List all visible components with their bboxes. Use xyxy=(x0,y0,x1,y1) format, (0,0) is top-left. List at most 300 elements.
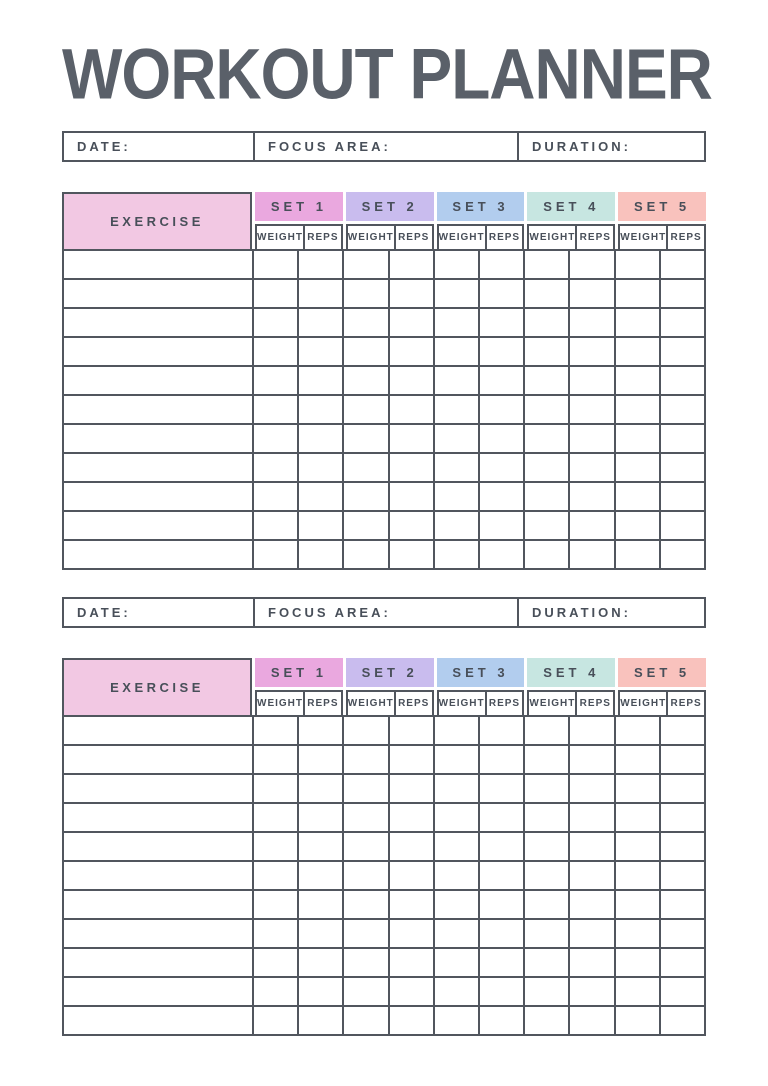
set-2-subheader xyxy=(346,690,434,715)
exercise-grid-body xyxy=(63,250,705,569)
weight-cell xyxy=(343,511,388,540)
weight-cell xyxy=(524,395,569,424)
reps-cell xyxy=(389,919,434,948)
exercise-row xyxy=(63,745,705,774)
reps-cell xyxy=(479,861,524,890)
reps-cell xyxy=(660,774,705,803)
reps-header: REPS xyxy=(307,232,339,243)
exercise-row xyxy=(63,919,705,948)
weight-cell xyxy=(434,337,479,366)
weight-cell xyxy=(253,250,298,279)
reps-header: REPS xyxy=(579,698,611,709)
reps-cell xyxy=(479,948,524,977)
weight-reps-header-row xyxy=(255,224,706,249)
reps-cell xyxy=(389,366,434,395)
reps-cell xyxy=(569,919,614,948)
reps-cell xyxy=(569,861,614,890)
weight-cell xyxy=(434,366,479,395)
weight-cell xyxy=(253,948,298,977)
exercise-row xyxy=(63,1006,705,1035)
weight-cell xyxy=(253,716,298,745)
weight-cell xyxy=(253,395,298,424)
page-title: WORKOUT PLANNER xyxy=(62,33,712,115)
weight-cell xyxy=(524,890,569,919)
reps-cell xyxy=(298,366,343,395)
weight-header: WEIGHT xyxy=(529,692,577,715)
weight-cell xyxy=(253,366,298,395)
exercise-row xyxy=(63,716,705,745)
reps-cell xyxy=(569,948,614,977)
weight-cell xyxy=(253,1006,298,1035)
exercise-name-cell xyxy=(63,1006,253,1035)
weight-cell xyxy=(434,948,479,977)
weight-cell xyxy=(253,919,298,948)
reps-cell xyxy=(569,540,614,569)
weight-cell xyxy=(615,453,660,482)
reps-cell xyxy=(569,832,614,861)
reps-cell xyxy=(298,424,343,453)
set-2-header: SET 2 xyxy=(346,192,434,221)
reps-cell xyxy=(569,803,614,832)
weight-cell xyxy=(253,540,298,569)
reps-cell xyxy=(569,890,614,919)
set-1-subheader xyxy=(255,224,343,249)
weight-cell xyxy=(343,540,388,569)
reps-cell xyxy=(389,540,434,569)
reps-cell xyxy=(389,511,434,540)
weight-cell xyxy=(434,511,479,540)
reps-cell xyxy=(389,977,434,1006)
set-header-row xyxy=(255,658,706,687)
reps-cell xyxy=(569,279,614,308)
weight-cell xyxy=(343,279,388,308)
reps-cell xyxy=(569,716,614,745)
exercise-row xyxy=(63,774,705,803)
reps-cell xyxy=(298,279,343,308)
focus-area-field xyxy=(255,599,519,626)
weight-cell xyxy=(253,453,298,482)
weight-cell xyxy=(524,948,569,977)
set-1-header: SET 1 xyxy=(255,192,343,221)
weight-cell xyxy=(253,861,298,890)
weight-cell xyxy=(615,977,660,1006)
weight-cell xyxy=(615,803,660,832)
exercise-name-cell xyxy=(63,745,253,774)
set-4-header: SET 4 xyxy=(527,658,615,687)
reps-header: REPS xyxy=(488,698,521,709)
exercise-row xyxy=(63,279,705,308)
weight-header: WEIGHT xyxy=(257,226,305,249)
reps-cell xyxy=(660,1006,705,1035)
exercise-name-cell xyxy=(63,308,253,337)
table-header xyxy=(62,192,706,249)
reps-cell xyxy=(569,395,614,424)
weight-cell xyxy=(615,482,660,511)
reps-cell xyxy=(298,482,343,511)
reps-cell xyxy=(660,308,705,337)
weight-cell xyxy=(253,511,298,540)
weight-cell xyxy=(615,1006,660,1035)
reps-cell xyxy=(479,540,524,569)
reps-cell xyxy=(569,250,614,279)
weight-cell xyxy=(615,250,660,279)
reps-cell xyxy=(389,832,434,861)
reps-cell xyxy=(569,977,614,1006)
exercise-name-cell xyxy=(63,250,253,279)
exercise-row xyxy=(63,366,705,395)
weight-cell xyxy=(524,540,569,569)
exercise-name-cell xyxy=(63,716,253,745)
table-header xyxy=(62,658,706,715)
weight-cell xyxy=(524,482,569,511)
exercise-grid-body xyxy=(63,716,705,1035)
reps-cell xyxy=(479,977,524,1006)
weight-cell xyxy=(434,803,479,832)
reps-cell xyxy=(479,366,524,395)
weight-cell xyxy=(343,424,388,453)
weight-cell xyxy=(343,977,388,1006)
weight-cell xyxy=(524,279,569,308)
weight-cell xyxy=(343,861,388,890)
reps-cell xyxy=(569,453,614,482)
reps-cell xyxy=(569,366,614,395)
reps-cell xyxy=(298,919,343,948)
weight-cell xyxy=(434,977,479,1006)
reps-cell xyxy=(660,395,705,424)
reps-cell xyxy=(389,482,434,511)
weight-cell xyxy=(434,919,479,948)
workout-section-1 xyxy=(62,131,706,570)
exercise-row xyxy=(63,832,705,861)
weight-header: WEIGHT xyxy=(620,692,668,715)
exercise-name-cell xyxy=(63,861,253,890)
weight-cell xyxy=(524,424,569,453)
reps-cell xyxy=(298,395,343,424)
weight-cell xyxy=(253,774,298,803)
duration-field xyxy=(519,133,704,160)
reps-cell xyxy=(479,716,524,745)
reps-cell xyxy=(479,919,524,948)
reps-cell xyxy=(298,803,343,832)
exercise-table xyxy=(62,192,706,570)
reps-cell xyxy=(660,861,705,890)
weight-cell xyxy=(524,977,569,1006)
weight-cell xyxy=(524,832,569,861)
exercise-row xyxy=(63,890,705,919)
weight-cell xyxy=(524,803,569,832)
reps-cell xyxy=(389,424,434,453)
exercise-name-cell xyxy=(63,482,253,511)
weight-header: WEIGHT xyxy=(529,226,577,249)
weight-cell xyxy=(253,745,298,774)
reps-cell xyxy=(389,774,434,803)
weight-cell xyxy=(524,453,569,482)
weight-cell xyxy=(343,308,388,337)
focus-area-label: FOCUS AREA: xyxy=(268,139,391,154)
weight-cell xyxy=(343,832,388,861)
weight-cell xyxy=(343,482,388,511)
exercise-row xyxy=(63,453,705,482)
set-5-header: SET 5 xyxy=(618,192,706,221)
exercise-name-cell xyxy=(63,803,253,832)
date-field xyxy=(64,599,255,626)
weight-cell xyxy=(434,279,479,308)
reps-header: REPS xyxy=(670,232,702,243)
reps-cell xyxy=(389,745,434,774)
reps-cell xyxy=(569,337,614,366)
reps-cell xyxy=(298,861,343,890)
exercise-name-cell xyxy=(63,511,253,540)
reps-cell xyxy=(479,774,524,803)
exercise-table xyxy=(62,658,706,1036)
reps-cell xyxy=(479,803,524,832)
weight-cell xyxy=(434,1006,479,1035)
exercise-row xyxy=(63,395,705,424)
duration-label: DURATION: xyxy=(532,139,631,154)
exercise-row xyxy=(63,948,705,977)
reps-cell xyxy=(298,511,343,540)
weight-cell xyxy=(343,716,388,745)
weight-cell xyxy=(615,774,660,803)
reps-cell xyxy=(389,395,434,424)
weight-cell xyxy=(524,250,569,279)
set-3-subheader xyxy=(437,690,525,715)
set-2-header: SET 2 xyxy=(346,658,434,687)
weight-cell xyxy=(615,424,660,453)
reps-cell xyxy=(569,424,614,453)
reps-cell xyxy=(660,919,705,948)
exercise-row xyxy=(63,250,705,279)
weight-cell xyxy=(253,832,298,861)
weight-header: WEIGHT xyxy=(257,692,305,715)
weight-cell xyxy=(524,511,569,540)
reps-cell xyxy=(389,337,434,366)
reps-cell xyxy=(660,424,705,453)
reps-header: REPS xyxy=(398,232,430,243)
weight-cell xyxy=(434,308,479,337)
set-header-row xyxy=(255,192,706,221)
reps-cell xyxy=(298,540,343,569)
weight-header: WEIGHT xyxy=(439,692,487,715)
reps-cell xyxy=(479,1006,524,1035)
weight-cell xyxy=(615,890,660,919)
exercise-name-cell xyxy=(63,366,253,395)
reps-cell xyxy=(660,337,705,366)
reps-cell xyxy=(389,308,434,337)
duration-label: DURATION: xyxy=(532,605,631,620)
set-1-subheader xyxy=(255,690,343,715)
weight-cell xyxy=(434,453,479,482)
set-5-subheader xyxy=(618,690,706,715)
reps-cell xyxy=(660,745,705,774)
weight-cell xyxy=(343,453,388,482)
reps-cell xyxy=(569,745,614,774)
reps-cell xyxy=(660,890,705,919)
reps-cell xyxy=(569,308,614,337)
weight-cell xyxy=(434,832,479,861)
reps-header: REPS xyxy=(307,698,339,709)
weight-cell xyxy=(615,919,660,948)
reps-cell xyxy=(298,453,343,482)
weight-cell xyxy=(343,250,388,279)
reps-cell xyxy=(389,803,434,832)
weight-cell xyxy=(615,337,660,366)
weight-cell xyxy=(615,861,660,890)
exercise-column-header: EXERCISE xyxy=(62,192,252,249)
reps-cell xyxy=(660,279,705,308)
reps-cell xyxy=(389,250,434,279)
reps-cell xyxy=(660,482,705,511)
weight-cell xyxy=(524,716,569,745)
exercise-row xyxy=(63,482,705,511)
weight-cell xyxy=(434,745,479,774)
reps-cell xyxy=(298,337,343,366)
weight-cell xyxy=(615,279,660,308)
weight-cell xyxy=(343,774,388,803)
weight-cell xyxy=(615,308,660,337)
reps-header: REPS xyxy=(488,232,521,243)
set-3-header: SET 3 xyxy=(437,658,525,687)
reps-cell xyxy=(298,308,343,337)
weight-cell xyxy=(524,308,569,337)
exercise-row xyxy=(63,803,705,832)
set-4-subheader xyxy=(527,224,615,249)
reps-cell xyxy=(298,774,343,803)
weight-cell xyxy=(343,745,388,774)
exercise-name-cell xyxy=(63,453,253,482)
weight-cell xyxy=(615,540,660,569)
reps-cell xyxy=(660,716,705,745)
date-field xyxy=(64,133,255,160)
focus-area-label: FOCUS AREA: xyxy=(268,605,391,620)
exercise-name-cell xyxy=(63,977,253,1006)
weight-cell xyxy=(253,424,298,453)
reps-cell xyxy=(298,832,343,861)
sets-header xyxy=(255,192,706,249)
weight-cell xyxy=(434,250,479,279)
reps-cell xyxy=(660,453,705,482)
set-1-header: SET 1 xyxy=(255,658,343,687)
weight-cell xyxy=(343,803,388,832)
weight-cell xyxy=(434,716,479,745)
set-3-header: SET 3 xyxy=(437,192,525,221)
duration-field xyxy=(519,599,704,626)
reps-cell xyxy=(298,948,343,977)
weight-cell xyxy=(253,279,298,308)
weight-cell xyxy=(434,482,479,511)
weight-cell xyxy=(615,395,660,424)
reps-cell xyxy=(479,337,524,366)
weight-cell xyxy=(524,366,569,395)
reps-cell xyxy=(479,832,524,861)
weight-cell xyxy=(524,1006,569,1035)
weight-cell xyxy=(615,832,660,861)
weight-cell xyxy=(615,366,660,395)
weight-cell xyxy=(524,745,569,774)
reps-cell xyxy=(569,1006,614,1035)
set-4-header: SET 4 xyxy=(527,192,615,221)
weight-header: WEIGHT xyxy=(348,226,396,249)
weight-cell xyxy=(343,890,388,919)
reps-cell xyxy=(389,453,434,482)
exercise-name-cell xyxy=(63,540,253,569)
weight-cell xyxy=(524,919,569,948)
reps-cell xyxy=(569,511,614,540)
reps-cell xyxy=(479,308,524,337)
weight-cell xyxy=(343,395,388,424)
exercise-name-cell xyxy=(63,424,253,453)
weight-cell xyxy=(524,774,569,803)
reps-cell xyxy=(569,774,614,803)
weight-cell xyxy=(343,919,388,948)
weight-cell xyxy=(615,745,660,774)
reps-cell xyxy=(660,832,705,861)
weight-cell xyxy=(434,890,479,919)
weight-cell xyxy=(524,337,569,366)
reps-cell xyxy=(660,366,705,395)
weight-cell xyxy=(253,308,298,337)
weight-cell xyxy=(434,861,479,890)
weight-cell xyxy=(615,716,660,745)
reps-cell xyxy=(298,745,343,774)
reps-cell xyxy=(389,861,434,890)
weight-cell xyxy=(253,482,298,511)
weight-cell xyxy=(615,948,660,977)
sets-header xyxy=(255,658,706,715)
weight-cell xyxy=(253,890,298,919)
workout-section-2 xyxy=(62,597,706,1036)
reps-cell xyxy=(479,745,524,774)
exercise-row xyxy=(63,540,705,569)
weight-header: WEIGHT xyxy=(348,692,396,715)
exercise-name-cell xyxy=(63,337,253,366)
reps-header: REPS xyxy=(398,698,430,709)
reps-cell xyxy=(389,716,434,745)
weight-cell xyxy=(253,337,298,366)
exercise-name-cell xyxy=(63,919,253,948)
exercise-row xyxy=(63,424,705,453)
reps-cell xyxy=(298,977,343,1006)
weight-cell xyxy=(343,337,388,366)
set-2-subheader xyxy=(346,224,434,249)
reps-cell xyxy=(479,482,524,511)
reps-cell xyxy=(298,890,343,919)
exercise-name-cell xyxy=(63,890,253,919)
reps-cell xyxy=(479,395,524,424)
reps-cell xyxy=(389,948,434,977)
exercise-name-cell xyxy=(63,279,253,308)
exercise-row xyxy=(63,977,705,1006)
weight-header: WEIGHT xyxy=(439,226,487,249)
reps-cell xyxy=(479,250,524,279)
exercise-name-cell xyxy=(63,832,253,861)
info-bar xyxy=(62,597,706,628)
reps-cell xyxy=(479,424,524,453)
reps-cell xyxy=(298,250,343,279)
reps-cell xyxy=(389,890,434,919)
weight-cell xyxy=(343,948,388,977)
weight-cell xyxy=(253,803,298,832)
date-label: DATE: xyxy=(77,605,131,620)
reps-cell xyxy=(660,803,705,832)
exercise-row xyxy=(63,861,705,890)
reps-cell xyxy=(660,250,705,279)
reps-cell xyxy=(479,453,524,482)
exercise-grid xyxy=(62,249,706,570)
reps-header: REPS xyxy=(670,698,702,709)
reps-cell xyxy=(569,482,614,511)
reps-cell xyxy=(479,511,524,540)
